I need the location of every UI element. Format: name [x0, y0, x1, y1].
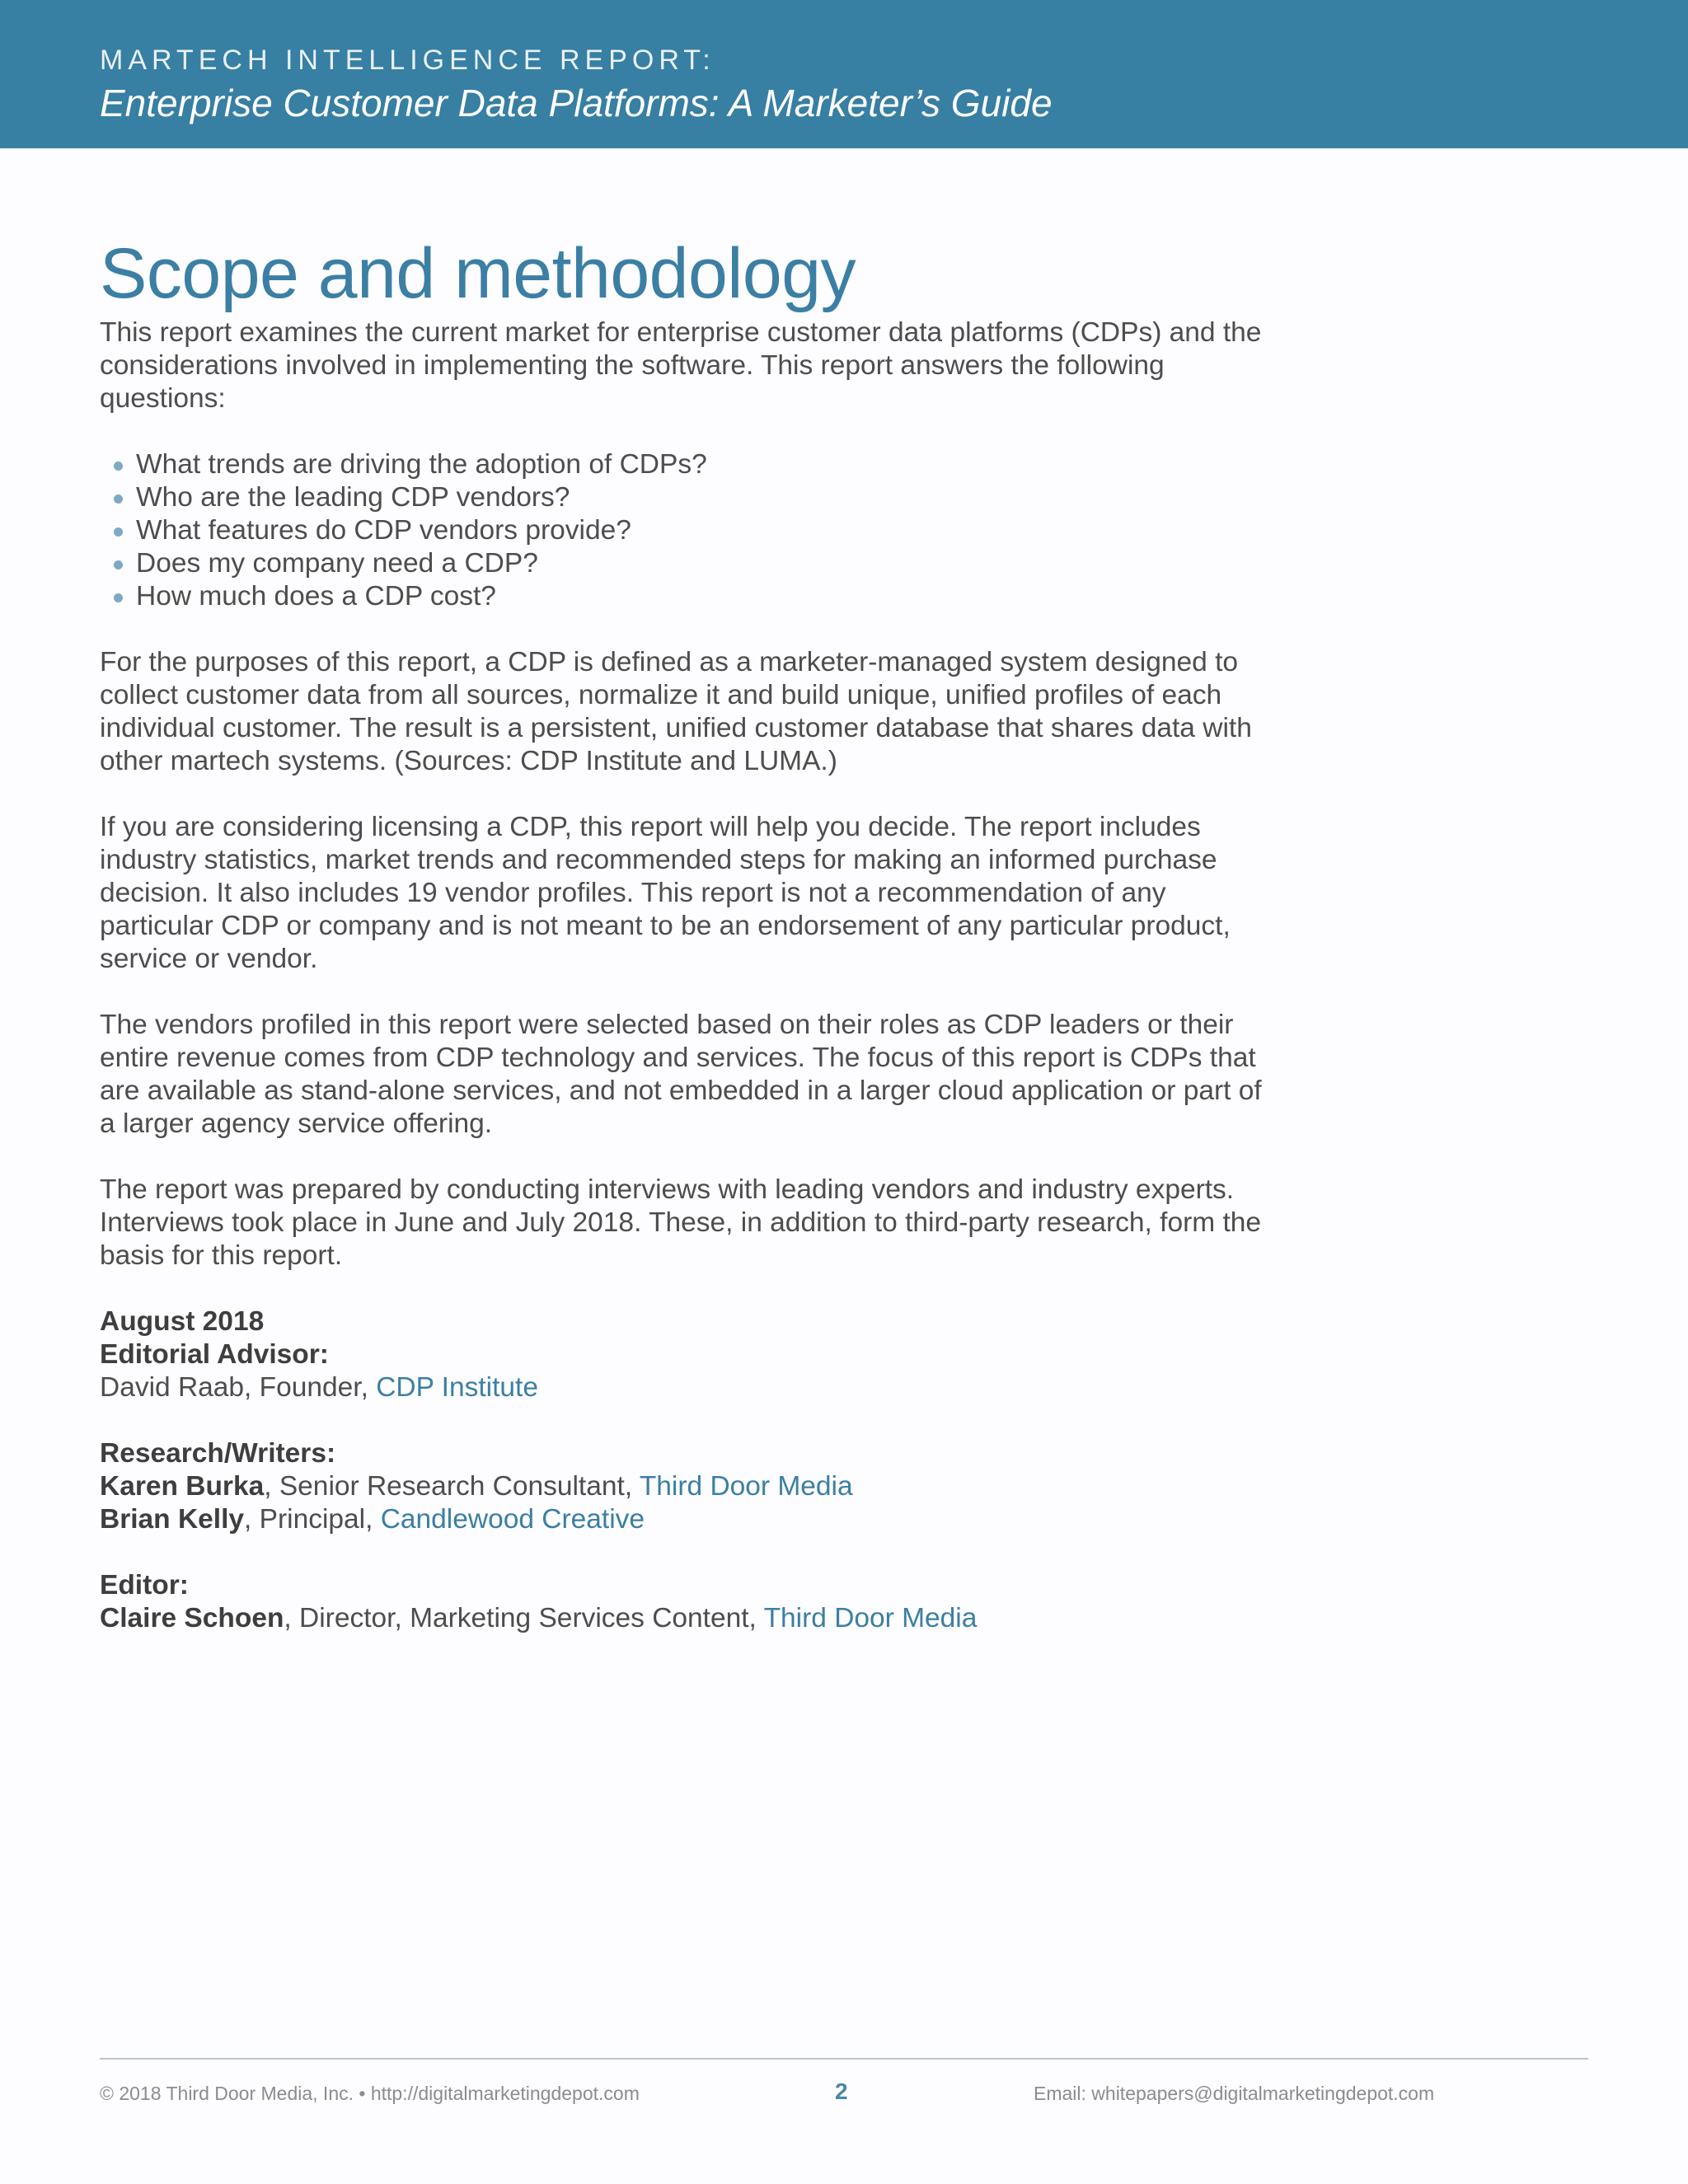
report-header-banner	[0, 0, 1688, 148]
editor-line	[100, 1602, 1270, 1635]
writer-name: Karen Burka	[100, 1471, 265, 1502]
third-door-media-link[interactable]: Third Door Media	[763, 1603, 978, 1633]
candlewood-creative-link[interactable]: Candlewood Creative	[380, 1504, 645, 1535]
list-item: Who are the leading CDP vendors?	[136, 481, 1270, 514]
writer-line	[100, 1503, 1270, 1536]
spacer	[100, 1404, 1270, 1437]
page-content	[100, 232, 1270, 1635]
list-item: What features do CDP vendors provide?	[136, 514, 1270, 547]
editor-name: Claire Schoen	[100, 1603, 284, 1633]
writers-heading: Research/Writers:	[100, 1438, 336, 1469]
purpose-paragraph: If you are considering licensing a CDP, this report will help you decide. The report includes industry statistics, market trends and recommended steps for making an informed purchase decision. It also includes 19 vendor profiles. This report is not a recommendation of any particular CDP or company and is not meant to be an endorsement of any particular product, service or vendor.	[100, 812, 1231, 974]
cdp-institute-link[interactable]: CDP Institute	[376, 1372, 538, 1403]
third-door-media-link[interactable]: Third Door Media	[639, 1471, 853, 1502]
footer-email: Email: whitepapers@digitalmarketingdepot.com	[1034, 2083, 1435, 2104]
list-item: Does my company need a CDP?	[136, 547, 1270, 580]
writer-line	[100, 1470, 1270, 1503]
editor-heading: Editor:	[100, 1570, 189, 1601]
editorial-advisor-line	[100, 1371, 1270, 1404]
credits-block	[100, 1305, 1270, 1635]
report-title: Enterprise Customer Data Platforms: A Marketer’s Guide	[100, 82, 1053, 124]
spacer	[100, 1536, 1270, 1569]
selection-paragraph: The vendors profiled in this report were selected based on their roles as CDP leaders or their entire revenue comes from CDP technology and services. The focus of this report is CDPs that are available as stand-alone services, and not embedded in a larger cloud application or part of a larger agency service offering.	[100, 1010, 1262, 1139]
writer-name: Brian Kelly	[100, 1504, 245, 1535]
footer-copyright: © 2018 Third Door Media, Inc. • http://digitalmarketingdepot.com	[100, 2083, 640, 2104]
advisor-name-role: David Raab, Founder,	[100, 1372, 377, 1403]
footer-divider	[100, 2058, 1588, 2060]
writer-role: , Principal,	[244, 1504, 381, 1535]
definition-paragraph: For the purposes of this report, a CDP is defined as a marketer-managed system designed to collect customer data from all sources, normalize it and build unique, unified profiles of each individual customer. The result is a persistent, unified customer database that shares data with other martech systems. (Sources: CDP Institute and LUMA.)	[100, 647, 1252, 776]
report-series-label: MARTECH INTELLIGENCE REPORT:	[100, 45, 715, 76]
list-item: What trends are driving the adoption of CDPs?	[136, 448, 1270, 481]
report-date: August 2018	[100, 1306, 265, 1337]
methodology-paragraph: The report was prepared by conducting interviews with leading vendors and industry experts. Interviews took place in June and July 2018. These, in addition to third-party research, form the basis for this report.	[100, 1174, 1262, 1271]
list-item: How much does a CDP cost?	[136, 580, 1270, 613]
intro-paragraph: This report examines the current market for enterprise customer data platforms (CDPs) and the considerations involved in implementing the software. This report answers the following questions:	[100, 317, 1262, 414]
questions-list	[100, 448, 1270, 613]
editor-role: , Director, Marketing Services Content,	[284, 1603, 764, 1633]
page-number: 2	[835, 2079, 848, 2104]
writer-role: , Senior Research Consultant,	[264, 1471, 640, 1502]
page-title: Scope and methodology	[100, 234, 856, 313]
editorial-advisor-heading: Editorial Advisor:	[100, 1339, 329, 1370]
